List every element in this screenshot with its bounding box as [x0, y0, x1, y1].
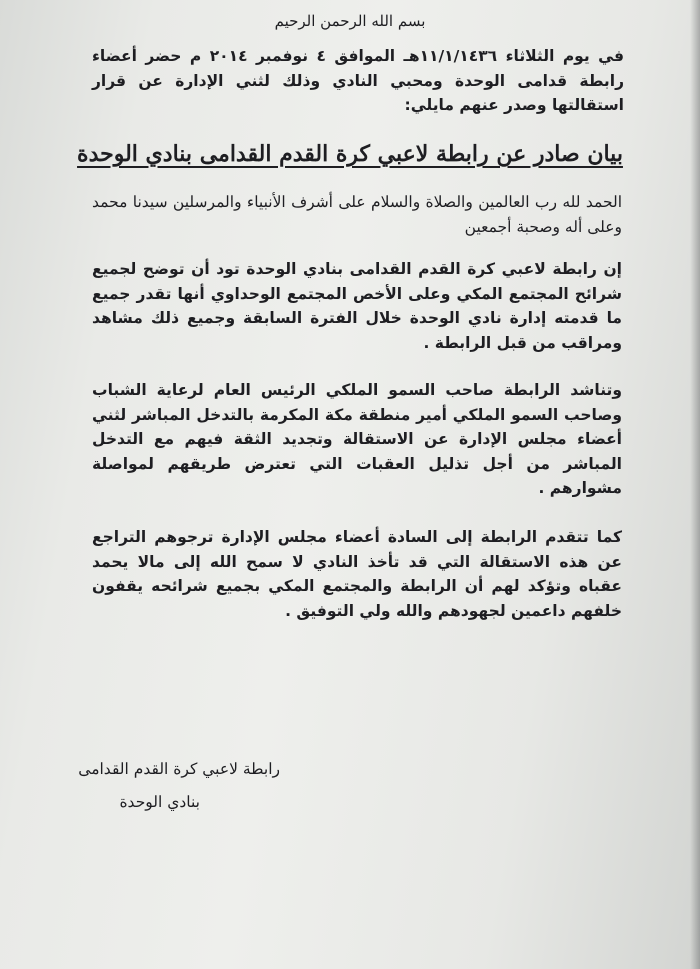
statement-title-text: بيان صادر عن رابطة لاعبي كرة القدم القدامى بنادي الوحدة [77, 141, 623, 167]
body-paragraph-1: إن رابطة لاعبي كرة القدم القدامى بنادي الوحدة تود أن توضح لجميع شرائح المجتمع المكي وعلى الأخص المجتمع الوحداوي أنها تقدر جميع ما قدمته إدارة نادي الوحدة خلال الفترة السابقة وجميع ذلك مشاهد ومراقب من قبل الرابطة . [92, 260, 622, 352]
signature-organization: رابطة لاعبي كرة القدم القدامى [78, 760, 280, 778]
intro-paragraph: في يوم الثلاثاء ١١/١/١٤٣٦هـ الموافق ٤ نوفمبر ٢٠١٤ م حضر أعضاء رابطة قدامى الوحدة ومحبي النادي وذلك لثني الإدارة عن قرار استقالتها وصدر عنهم مايلي: [92, 47, 625, 114]
body-paragraph-3: كما تتقدم الرابطة إلى السادة أعضاء مجلس الإدارة ترجوهم التراجع عن هذه الاستقالة التي قد تأخذ النادي لا سمح الله إلى مالا يحمد عقباه وتؤكد لهم أن الرابطة والمجتمع المكي بجميع شرائحه يقفون خلفهم داعمين لجهودهم والله ولي التوفيق . [92, 528, 622, 620]
body-paragraph-2: وتناشد الرابطة صاحب السمو الملكي الرئيس العام لرعاية الشباب وصاحب السمو الملكي أمير منطقة مكة المكرمة بالتدخل المباشر لثني أعضاء مجلس الإدارة عن الاستقالة وتجديد الثقة فيهم مع التدخل المباشر من أجل تذليل العقبات التي تعترض طريقهم لمواصلة مشوارهم . [92, 381, 622, 497]
statement-title [0, 141, 700, 167]
bismillah-heading: بسم الله الرحمن الرحيم [274, 12, 426, 30]
praise-paragraph: الحمد لله رب العالمين والصلاة والسلام على أشرف الأنبياء والمرسلين سيدنا محمد وعلى أله وصحبة أجمعين [92, 193, 622, 236]
signature-club: بنادي الوحدة [119, 793, 200, 811]
